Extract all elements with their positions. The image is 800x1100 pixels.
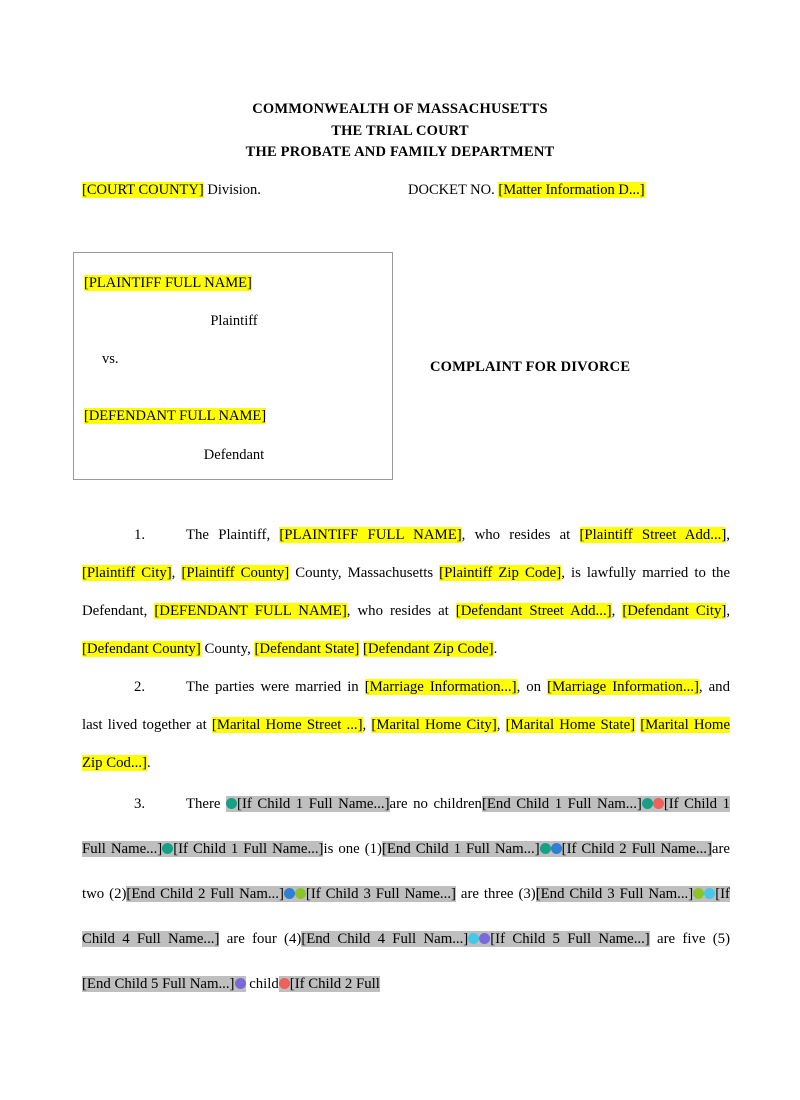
division-text: Division. (203, 182, 261, 198)
p1-text-6: , is lawfully married to the Defendant, (82, 565, 731, 619)
marker-dot-cyan-2 (468, 933, 479, 944)
case-caption-box (73, 252, 393, 480)
conditional-if-child-1-c[interactable] (162, 841, 323, 857)
p1-text-4: , (171, 565, 182, 581)
paragraph-2-number: 2. (134, 679, 146, 695)
field-defendant-city[interactable]: [Defendant City] (622, 603, 727, 619)
field-marital-home-zip[interactable]: [Marital Home Zip Cod...] (82, 717, 731, 771)
conditional-if-child-2[interactable]: [If Child 2 Full Name...] (561, 841, 712, 857)
cond-label-11: [End Child 4 Full Nam...] (301, 931, 469, 947)
p2-text-5: , (496, 717, 506, 733)
paragraph-2 (82, 668, 730, 782)
conditional-end-child-4[interactable] (301, 931, 490, 947)
document-title: COMPLAINT FOR DIVORCE (430, 359, 631, 375)
p3-text-2: are no children (389, 796, 482, 812)
field-p1-defendant-name[interactable]: [DEFENDANT FULL NAME] (154, 603, 347, 619)
field-plaintiff-zip-code[interactable]: [Plaintiff Zip Code] (439, 565, 562, 581)
p3-text-7: are five (5) (649, 931, 730, 947)
heading-line-probate-family: THE PROBATE AND FAMILY DEPARTMENT (245, 144, 555, 160)
marker-dot-green-2 (693, 888, 704, 899)
heading-line-commonwealth: COMMONWEALTH OF MASSACHUSETTS (252, 101, 548, 117)
conditional-if-child-1-a[interactable] (226, 796, 389, 812)
p2-text-3: , and last lived together at (82, 679, 730, 733)
p1-text-2: , who resides at (461, 527, 580, 543)
conditional-if-child-3[interactable]: [If Child 3 Full Name...] (305, 886, 456, 902)
field-plaintiff-city[interactable]: [Plaintiff City] (82, 565, 172, 581)
field-p1-plaintiff-name[interactable]: [PLAINTIFF FULL NAME] (279, 527, 462, 543)
conditional-if-child-2-trailing[interactable] (279, 976, 380, 992)
caption-plaintiff-label: Plaintiff (210, 313, 258, 329)
p1-text-12: . (493, 641, 498, 657)
cond-label-9: [End Child 3 Full Nam...] (535, 886, 694, 902)
p1-text-8: , (611, 603, 623, 619)
field-marriage-date[interactable]: [Marriage Information...] (547, 679, 699, 695)
caption-plaintiff-name (84, 275, 252, 292)
p3-text-6: are four (4) (219, 931, 302, 947)
p2-text-2: , on (516, 679, 548, 695)
p1-text-3: , (726, 527, 730, 543)
p3-text-8: child (245, 976, 279, 992)
marker-dot-purple-1 (479, 933, 490, 944)
marker-dot-blue-1 (551, 843, 562, 854)
paragraph-3-number: 3. (134, 796, 146, 812)
cond-label-1: [If Child 1 Full Name...] (237, 796, 390, 812)
conditional-end-child-2[interactable] (126, 886, 305, 902)
marker-dot-red-2 (279, 978, 290, 989)
field-defendant-county[interactable]: [Defendant County] (82, 641, 201, 657)
docket-label: DOCKET NO. (408, 182, 499, 198)
p3-text-1: There (186, 796, 227, 812)
docket-number-line (408, 181, 645, 200)
conditional-if-child-4[interactable]: [If Child 4 Full Name...] (82, 886, 730, 947)
p3-text-3: is one (1) (323, 841, 382, 857)
p1-text-9: , (726, 603, 731, 619)
field-marital-home-street[interactable]: [Marital Home Street ...] (211, 717, 363, 733)
field-plaintiff-county[interactable]: [Plaintiff County] (181, 565, 290, 581)
conditional-end-child-1-b[interactable] (382, 841, 562, 857)
field-docket-number[interactable]: [Matter Information D...] (498, 182, 645, 198)
field-marital-home-city[interactable]: [Marital Home City] (371, 717, 497, 733)
caption-versus: vs. (102, 351, 119, 367)
paragraph-3 (82, 782, 730, 1007)
marker-dot-green-1 (295, 888, 306, 899)
caption-defendant-label: Defendant (203, 447, 265, 463)
p3-text-4: are two (2) (82, 841, 730, 902)
marker-dot-teal-1 (226, 798, 237, 809)
court-heading (0, 99, 800, 164)
document-body (82, 516, 730, 1007)
p1-text-1: The Plaintiff, (186, 527, 280, 543)
caption-defendant-name (84, 408, 266, 425)
conditional-end-child-5[interactable] (82, 976, 246, 992)
p2-text-1: The parties were married in (186, 679, 365, 695)
marker-dot-teal-3 (162, 843, 173, 854)
field-marriage-place[interactable]: [Marriage Information...] (364, 679, 517, 695)
conditional-end-child-3[interactable] (536, 886, 715, 902)
p1-text-10: County, (200, 641, 255, 657)
marker-dot-purple-2 (235, 978, 246, 989)
field-marital-home-state[interactable]: [Marital Home State] (505, 717, 636, 733)
cond-label-13: [End Child 5 Full Nam...] (82, 976, 235, 992)
cond-label-7: [End Child 2 Full Nam...] (126, 886, 284, 902)
court-division-line (82, 181, 261, 200)
conditional-end-child-1-a[interactable] (482, 796, 664, 812)
field-defendant-state[interactable]: [Defendant State] (254, 641, 360, 657)
heading-line-trial-court: THE TRIAL COURT (331, 122, 469, 139)
conditional-if-child-1-b[interactable]: [If Child 1 Full Name...] (82, 796, 730, 857)
field-court-county[interactable]: [COURT COUNTY] (82, 182, 204, 198)
field-plaintiff-street-address[interactable]: [Plaintiff Street Add...] (579, 527, 727, 543)
marker-dot-cyan-1 (704, 888, 715, 899)
field-defendant-zip-code[interactable]: [Defendant Zip Code] (362, 641, 494, 657)
field-plaintiff-full-name[interactable]: [PLAINTIFF FULL NAME] (84, 275, 252, 291)
cond-label-14: [If Child 2 Full (289, 976, 380, 992)
marker-dot-teal-4 (540, 843, 551, 854)
marker-dot-blue-2 (284, 888, 295, 899)
paragraph-1 (82, 516, 730, 668)
marker-dot-red-1 (653, 798, 664, 809)
p2-text-7: . (146, 755, 151, 771)
marker-dot-teal-2 (642, 798, 653, 809)
field-defendant-full-name[interactable]: [DEFENDANT FULL NAME] (84, 408, 267, 424)
cond-label-2: [End Child 1 Full Nam...] (481, 796, 642, 812)
p3-text-5: are three (3) (455, 886, 536, 902)
conditional-if-child-5[interactable]: [If Child 5 Full Name...] (490, 931, 650, 947)
cond-label-4: [If Child 1 Full Name...] (173, 841, 324, 857)
p1-text-7: , who resides at (346, 603, 456, 619)
field-defendant-street-address[interactable]: [Defendant Street Add...] (455, 603, 612, 619)
cond-label-5: [End Child 1 Full Nam...] (381, 841, 540, 857)
p1-text-5: County, Massachusetts (289, 565, 440, 581)
paragraph-1-number: 1. (134, 527, 146, 543)
p2-text-4: , (362, 717, 372, 733)
